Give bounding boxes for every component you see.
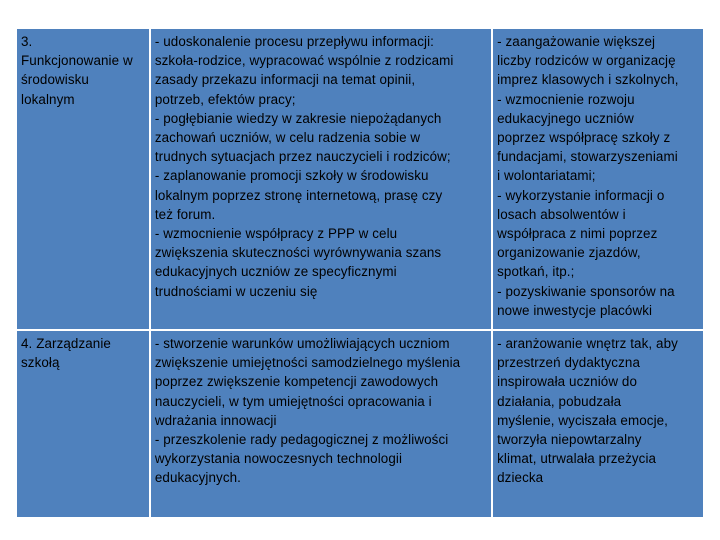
cell-text-line: lokalnym poprzez stronę internetową, prasę czy — [154, 187, 443, 203]
cell-text-line: - wzmocnienie współpracy z PPP w celu — [154, 226, 398, 242]
cell-text-line: nauczycieli, w tym umiejętności opracowania i — [154, 393, 432, 409]
cell-text-line: szkołą — [21, 355, 60, 371]
cell-text-line: inspirowała uczniów do — [497, 374, 638, 390]
plan-table — [15, 27, 705, 519]
cell-text-line: poprzez współpracę szkoły z — [497, 130, 671, 146]
cell-text-line: - wykorzystanie informacji o — [497, 187, 665, 203]
cell-text-line: 3. — [21, 34, 33, 49]
cell-text-line: 4. Zarządzanie — [21, 336, 111, 351]
cell-text-line: zachowań uczniów, w celu radzenia sobie w — [154, 130, 421, 146]
cell-text-line: klimat, utrwalała przeżycia — [497, 451, 657, 467]
cell-text-line: działania, pobudzała — [497, 393, 622, 409]
cell-text-line: zwiększenia skuteczności wyrównywania szans — [154, 245, 442, 261]
cell-text-line: edukacyjnych uczniów ze specyficznymi — [154, 264, 397, 280]
cell-text-line: - pozyskiwanie sponsorów na — [497, 283, 675, 299]
cell-text-line: dziecka — [497, 470, 544, 486]
cell-text-line: - przeszkolenie rady pedagogicznej z możliwości — [154, 432, 449, 448]
cell-text-line: myślenie, wyciszała emocje, — [497, 412, 669, 428]
cell-text-line: nowe inwestycje placówki — [497, 302, 653, 318]
cell-text-line: trudnościami w uczeniu się — [154, 283, 318, 299]
cell-text-line: organizowanie zjazdów, — [497, 245, 641, 261]
goals-cell — [150, 330, 492, 518]
cell-text-line: liczby rodziców w organizację — [497, 53, 676, 69]
table-row — [16, 330, 704, 518]
cell-text-line: poprzez zwiększenie kompetencji zawodowych — [154, 374, 439, 390]
area-cell — [16, 330, 150, 518]
cell-text-line: zasady przekazu informacji na temat opinii, — [154, 72, 416, 88]
cell-text-line: - wzmocnienie rozwoju — [497, 91, 635, 107]
cell-text-line: środowisku — [21, 72, 89, 88]
cell-text-line: - stworzenie warunków umożliwiających uczniom — [154, 336, 450, 351]
cell-text-line: edukacyjnych. — [154, 470, 241, 486]
cell-text-line: współpraca z nimi poprzez — [497, 226, 658, 242]
cell-text-line: losach absolwentów i — [497, 206, 626, 222]
cell-text-line: trudnych sytuacjach przez nauczycieli i rodziców; — [154, 149, 451, 165]
effects-cell — [492, 28, 704, 330]
cell-text-line: - zaangażowanie większej — [497, 34, 656, 49]
cell-text-line: szkoła-rodzice, wypracować wspólnie z rodzicami — [154, 53, 454, 69]
cell-text-line: Funkcjonowanie w — [21, 53, 133, 69]
cell-text-line: lokalnym — [21, 91, 75, 107]
table-row — [16, 28, 704, 330]
cell-text-line: wdrażania innowacji — [154, 412, 277, 428]
cell-text-line: i wolontariatami; — [497, 168, 596, 184]
cell-text-line: - udoskonalenie procesu przepływu informacji: — [154, 34, 434, 49]
area-cell — [16, 28, 150, 330]
cell-text-line: też forum. — [154, 206, 216, 222]
cell-text-line: przestrzeń dydaktyczna — [497, 355, 640, 371]
cell-text-line: edukacyjnego uczniów — [497, 110, 634, 126]
cell-text-line: tworzyła niepowtarzalny — [497, 432, 642, 448]
cell-text-line: potrzeb, efektów pracy; — [154, 91, 296, 107]
cell-text-line: zwiększenie umiejętności samodzielnego myślenia — [154, 355, 461, 371]
goals-cell — [150, 28, 492, 330]
cell-text-line: - aranżowanie wnętrz tak, aby — [497, 336, 678, 351]
cell-text-line: wykorzystania nowoczesnych technologii — [154, 451, 403, 467]
cell-text-line: - pogłębianie wiedzy w zakresie niepożądanych — [154, 110, 442, 126]
cell-text-line: - zaplanowanie promocji szkoły w środowisku — [154, 168, 429, 184]
cell-text-line: imprez klasowych i szkolnych, — [497, 72, 679, 88]
effects-cell — [492, 330, 704, 518]
cell-text-line: fundacjami, stowarzyszeniami — [497, 149, 678, 165]
cell-text-line: spotkań, itp.; — [497, 264, 575, 280]
